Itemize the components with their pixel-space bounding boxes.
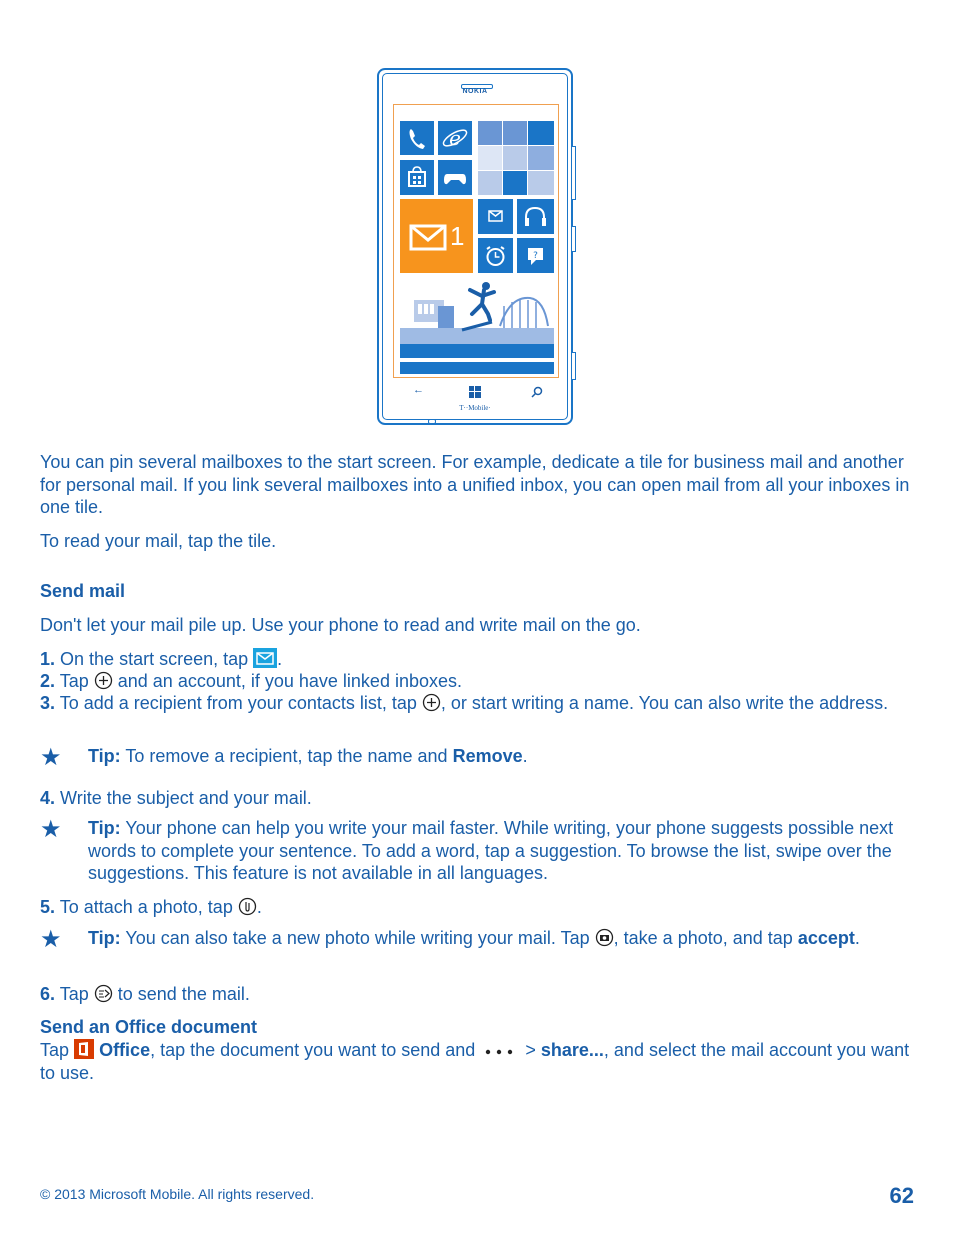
phone-mic	[428, 419, 436, 424]
office-text-a: , tap the document you want to send and	[150, 1040, 476, 1060]
page-number: 62	[889, 1183, 914, 1208]
step-2	[40, 670, 920, 693]
read-mail-paragraph: To read your mail, tap the tile.	[40, 531, 277, 551]
office-app-icon	[74, 1039, 94, 1059]
step-number: 5.	[40, 897, 56, 917]
send-mail-intro: Don't let your mail pile up. Use your phone to read and write mail on the go.	[40, 615, 641, 635]
svg-text:?: ?	[533, 251, 538, 261]
office-gt: >	[525, 1040, 536, 1060]
windows-start-icon	[469, 386, 481, 398]
office-text-b: , and select the mail account you want to use.	[40, 1040, 910, 1083]
tip-word-suggestions	[40, 817, 920, 885]
intro-section	[40, 451, 920, 519]
phone-navbar	[393, 382, 557, 402]
office-label: Office	[99, 1040, 151, 1060]
alarms-tile	[478, 238, 513, 273]
tip-label: Tip:	[88, 928, 121, 948]
store-tile	[400, 160, 434, 195]
camera-button	[572, 352, 576, 380]
back-icon: ←	[413, 384, 424, 396]
star-icon: ★	[40, 926, 62, 953]
phone-screen	[393, 104, 559, 378]
phone-icon	[400, 121, 434, 155]
music-tile	[517, 199, 554, 234]
bottom-tile	[400, 362, 554, 374]
search-icon	[531, 386, 543, 398]
tip-text: To remove a recipient, tap the name and	[125, 746, 448, 766]
power-button	[572, 226, 576, 252]
tip-bold: Remove	[452, 746, 523, 766]
step-number: 2.	[40, 671, 56, 691]
step-5	[40, 896, 920, 919]
add-icon	[94, 671, 113, 690]
tip-label: Tip:	[88, 818, 121, 838]
tip-text: You can also take a new photo while writing your mail. Tap	[125, 928, 590, 948]
intro-read-section	[40, 530, 920, 553]
mail-app-icon	[253, 648, 277, 668]
chat-icon	[517, 238, 554, 273]
feedback-tile	[517, 238, 554, 273]
phone-tile	[400, 121, 434, 155]
phone-brand: NOKIA	[462, 88, 488, 95]
office-tap: Tap	[40, 1040, 70, 1060]
step-number: 6.	[40, 984, 56, 1004]
office-paragraph	[40, 1039, 920, 1084]
gamepad-icon	[438, 160, 472, 195]
step-1	[40, 648, 920, 671]
office-heading: Send an Office document	[40, 1017, 258, 1037]
tip-bold: accept	[797, 928, 855, 948]
step-text: Tap	[59, 984, 89, 1004]
step-number: 1.	[40, 649, 56, 669]
step-6	[40, 983, 920, 1006]
ie-tile	[438, 121, 472, 155]
camera-icon	[595, 928, 614, 947]
send-icon	[94, 984, 113, 1003]
tip-remove-recipient	[40, 744, 920, 771]
alarm-clock-icon	[478, 238, 513, 273]
tip-end: .	[522, 746, 528, 766]
carrier-logo: T··Mobile·	[459, 404, 491, 412]
step-text: On the start screen, tap	[60, 649, 249, 669]
step-text-end: and an account, if you have linked inboxes.	[117, 671, 462, 691]
phone-illustration	[377, 68, 573, 425]
svg-text:e: e	[449, 126, 461, 150]
step-3	[40, 692, 920, 715]
copyright: © 2013 Microsoft Mobile. All rights reserved.	[40, 1186, 315, 1202]
step-text: Tap	[59, 671, 89, 691]
more-icon	[480, 1045, 520, 1059]
mail-count: 1	[450, 221, 465, 251]
internet-explorer-icon	[438, 121, 472, 155]
intro-paragraph: You can pin several mailboxes to the start screen. For example, dedicate a tile for business mail and another for personal mail. If you link several mailboxes into a unified inbox, you can open mail from all your inboxes in one tile.	[40, 452, 910, 517]
send-mail-heading: Send mail	[40, 581, 126, 601]
tip-text-2: , take a photo, and tap	[613, 928, 793, 948]
envelope-icon	[478, 199, 513, 234]
step-text-end: , or start writing a name. You can also write the address.	[440, 693, 889, 713]
skateboarder-image	[400, 278, 554, 358]
tip-label: Tip:	[88, 746, 121, 766]
add-icon	[422, 693, 441, 712]
office-share: share...	[540, 1040, 604, 1060]
mail-tile	[400, 199, 473, 273]
step-text: Write the subject and your mail.	[60, 788, 312, 808]
attach-icon	[238, 897, 257, 916]
step-number: 3.	[40, 693, 56, 713]
step-text-end: .	[277, 649, 283, 669]
messaging-tile	[478, 199, 513, 234]
games-tile	[438, 160, 472, 195]
store-icon	[400, 160, 434, 195]
photo-wide-tile	[400, 278, 554, 358]
step-number: 4.	[40, 788, 56, 808]
headphones-icon	[517, 199, 554, 234]
tip-new-photo	[40, 926, 920, 953]
star-icon: ★	[40, 744, 62, 771]
star-icon: ★	[40, 816, 62, 843]
step-text-end: to send the mail.	[117, 984, 250, 1004]
tip-end: .	[854, 928, 860, 948]
step-text: To attach a photo, tap	[59, 897, 233, 917]
step-4	[40, 787, 920, 810]
volume-button	[572, 146, 576, 200]
step-text-end: .	[256, 897, 262, 917]
tip-text: Your phone can help you write your mail faster. While writing, your phone suggests possible next words to complete your sentence. To add a word, tap a suggestion. To browse the list, swipe over the suggestions. This feature is not available in all languages.	[88, 818, 894, 883]
step-text: To add a recipient from your contacts list, tap	[59, 693, 417, 713]
photos-tile	[478, 121, 554, 195]
